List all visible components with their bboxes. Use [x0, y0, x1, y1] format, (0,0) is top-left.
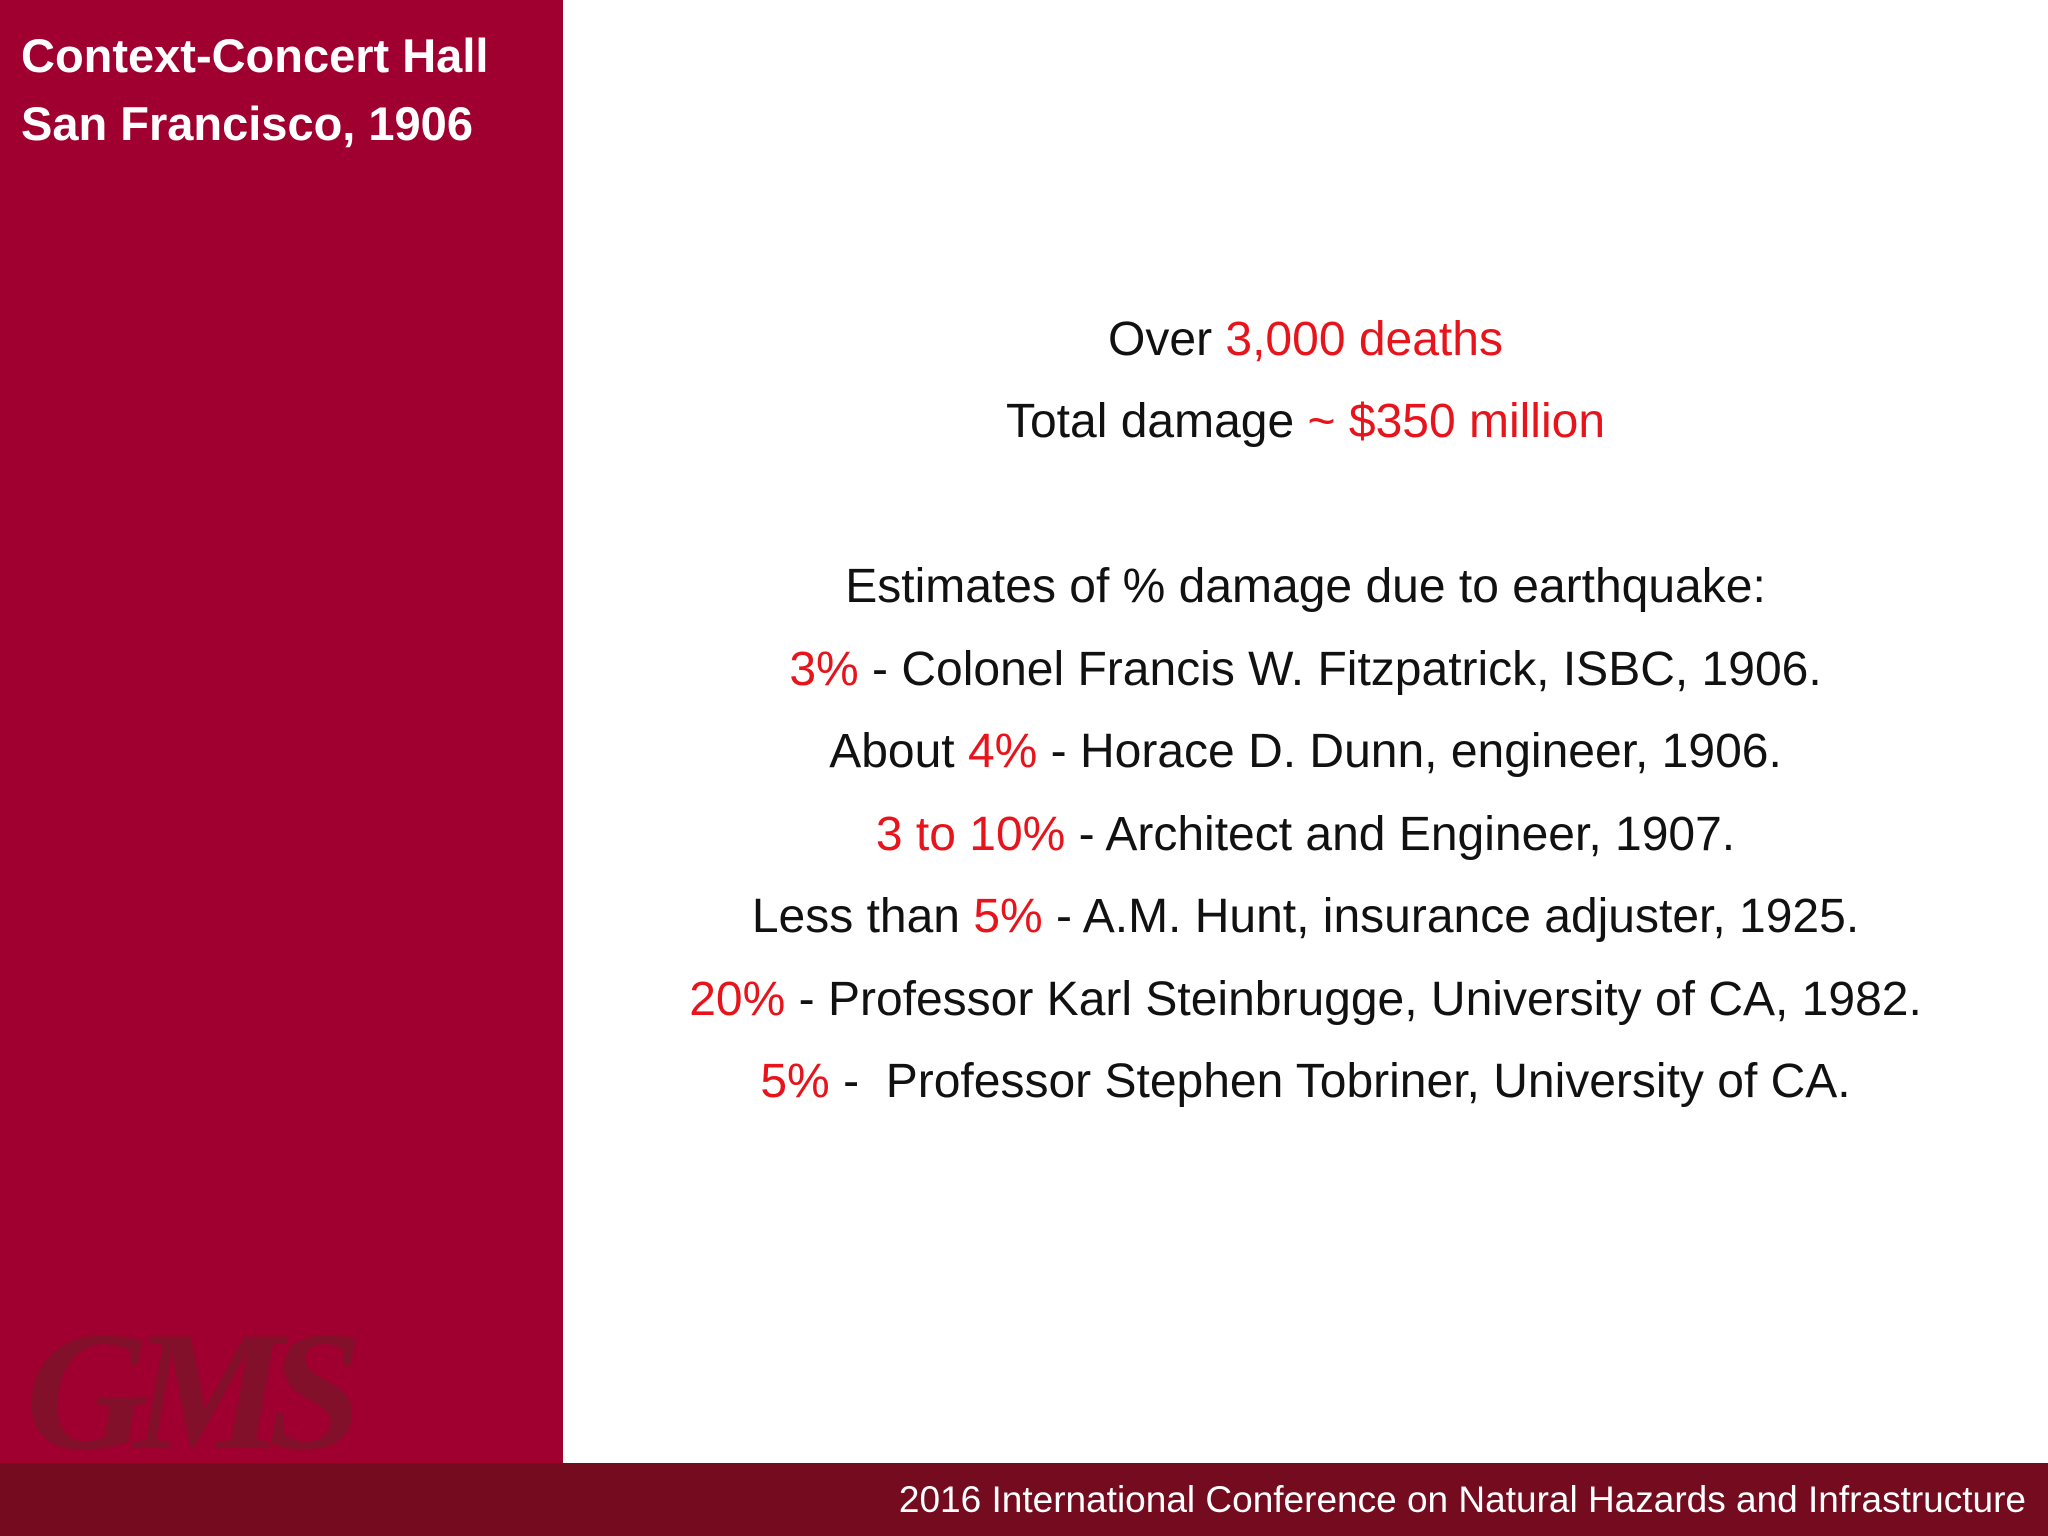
- estimate-percent: 3%: [789, 643, 859, 696]
- damage-prefix: Total damage: [1005, 395, 1308, 448]
- svg-text:GMS: GMS: [26, 1300, 347, 1460]
- deaths-line: [563, 310, 2048, 370]
- estimate-item: Less than 5% - A.M. Hunt, insurance adjuster, 1925.: [751, 890, 1860, 943]
- estimate-item: 5% - Professor Stephen Tobriner, University of CA.: [760, 1055, 1851, 1108]
- estimate-item: 3 to 10% - Architect and Engineer, 1907.: [875, 808, 1736, 861]
- damage-value: ~ $350 million: [1307, 395, 1606, 448]
- estimate-percent: 3 to 10%: [875, 808, 1066, 861]
- estimate-percent: 4%: [967, 725, 1038, 778]
- damage-line: [563, 392, 2048, 452]
- deaths-prefix: Over: [1108, 313, 1226, 366]
- estimate-item: 20% - Professor Karl Steinbrugge, University of CA, 1982.: [689, 973, 1922, 1026]
- gms-logo: [6, 1300, 386, 1460]
- main-content: [563, 0, 2048, 1463]
- estimate-item: About 4% - Horace D. Dunn, engineer, 1906.: [829, 725, 1782, 778]
- deaths-value: 3,000 deaths: [1225, 313, 1503, 366]
- estimate-percent: 5%: [760, 1055, 830, 1108]
- estimates-heading: Estimates of % damage due to earthquake:: [845, 560, 1766, 613]
- sidebar: [0, 0, 563, 1463]
- title-line-2: San Francisco, 1906: [21, 97, 473, 150]
- estimate-item: 3% - Colonel Francis W. Fitzpatrick, ISBC, 1906.: [789, 643, 1822, 696]
- footer-text: 2016 International Conference on Natural Hazards and Infrastructure: [898, 1479, 2026, 1520]
- title-line-1: Context-Concert Hall: [21, 29, 489, 82]
- estimate-percent: 20%: [689, 973, 786, 1026]
- footer-bar: [0, 1463, 2048, 1536]
- estimate-percent: 5%: [973, 890, 1043, 943]
- slide-title: [21, 22, 488, 158]
